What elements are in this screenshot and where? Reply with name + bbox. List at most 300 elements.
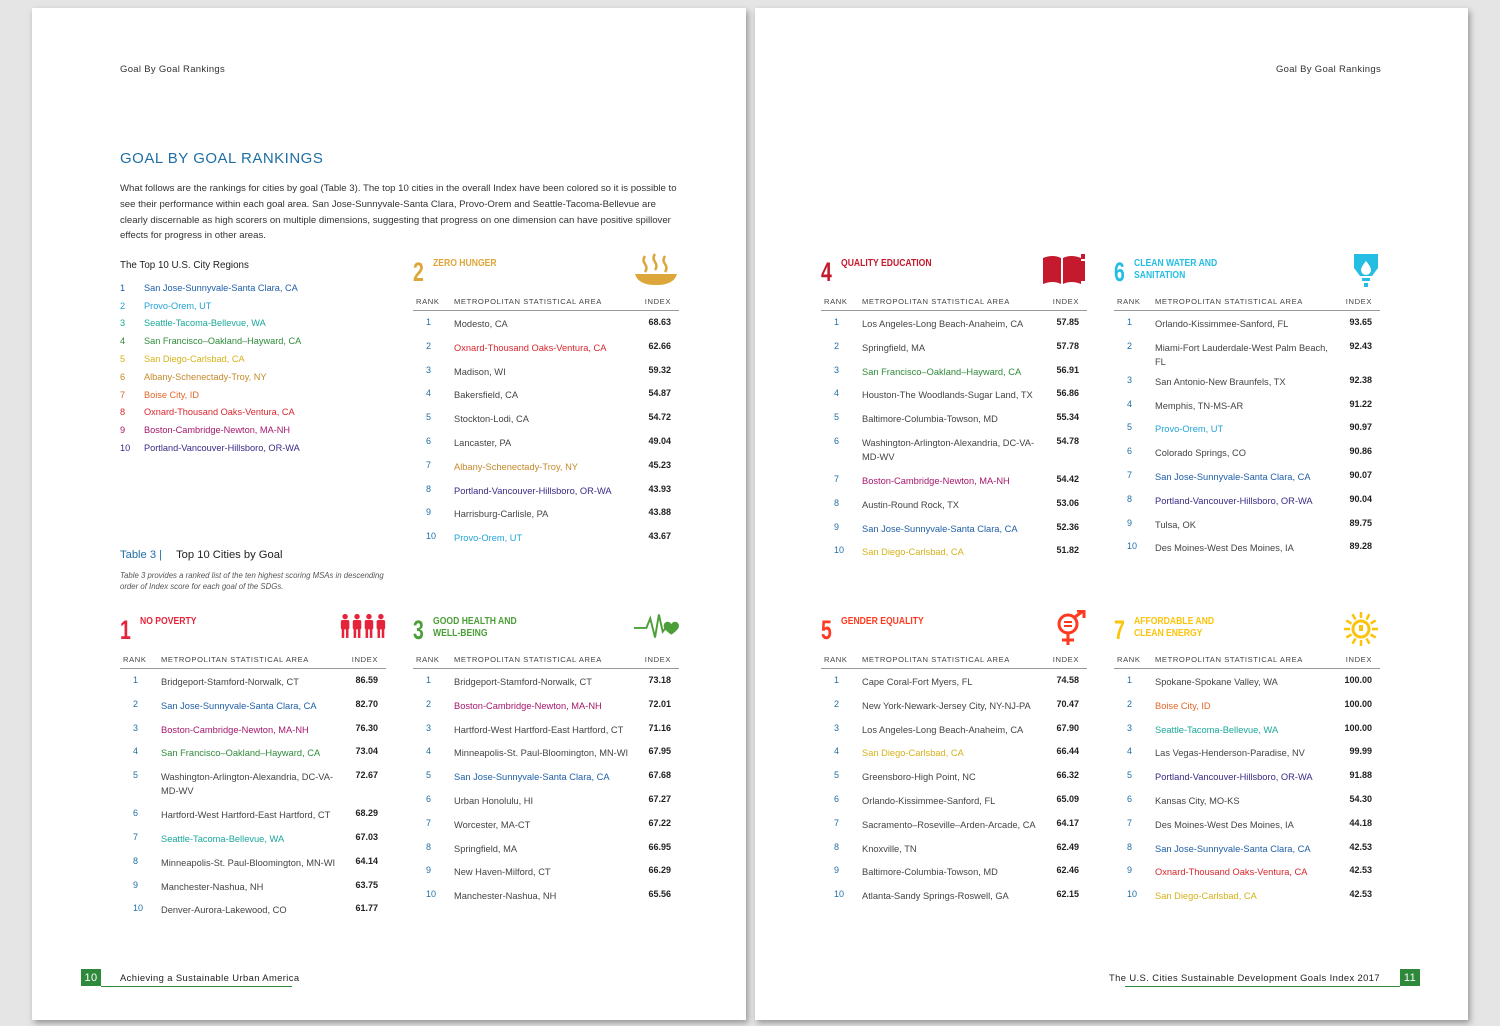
index-cell: 67.27 [648, 793, 671, 804]
rank-cell: 6 [133, 808, 139, 819]
rank-cell: 6 [1127, 793, 1133, 804]
table-row [413, 359, 679, 383]
index-cell: 91.22 [1349, 398, 1372, 409]
col-rank-header: RANK [824, 296, 848, 306]
area-cell: Seattle-Tacoma-Bellevue, WA [1155, 724, 1279, 735]
rank-cell: 6 [834, 435, 840, 446]
footer-rule-left [101, 986, 292, 987]
rank-cell: 5 [834, 770, 840, 781]
index-cell: 66.32 [1056, 770, 1079, 781]
rank-cell: 1 [426, 317, 432, 327]
top10-rank: 9 [120, 425, 126, 436]
rank-cell: 10 [426, 531, 437, 542]
rank-cell: 9 [426, 865, 432, 876]
top10-name: Provo-Orem, UT [144, 300, 212, 311]
index-cell: 90.04 [1349, 493, 1372, 504]
rank-cell: 6 [834, 793, 840, 804]
table-row [120, 802, 386, 826]
top10-item [120, 368, 380, 386]
area-cell: Knoxville, TN [862, 843, 917, 854]
rank-cell: 10 [834, 889, 845, 900]
table-row [821, 859, 1087, 883]
area-cell: Boise City, ID [1155, 700, 1211, 711]
goal-1-table [120, 610, 386, 921]
goal-header [413, 610, 679, 652]
goal-header [1114, 252, 1380, 294]
table-row [821, 468, 1087, 492]
rank-cell: 10 [1127, 889, 1138, 900]
rank-cell: 8 [1127, 493, 1133, 504]
right-page [755, 8, 1468, 1020]
area-cell: San Diego-Carlsbad, CA [862, 748, 964, 759]
col-index-header: INDEX [1052, 296, 1079, 306]
area-cell: Orlando-Kissimmee-Sanford, FL [1155, 319, 1289, 329]
area-cell: Baltimore-Columbia-Towson, MD [862, 414, 998, 425]
table-row [1114, 717, 1380, 741]
goal-7-table [1114, 610, 1380, 907]
rank-cell: 2 [426, 698, 432, 709]
table-row [1114, 535, 1380, 559]
rank-cell: 4 [1127, 746, 1133, 757]
area-cell: Boston-Cambridge-Newton, MA-NH [862, 475, 1010, 486]
col-rank-header: RANK [824, 654, 848, 664]
area-cell: Tulsa, OK [1155, 519, 1196, 530]
area-cell: Memphis, TN-MS-AR [1155, 400, 1244, 411]
index-cell: 42.53 [1349, 865, 1372, 876]
table-row [413, 859, 679, 883]
rank-cell: 9 [1127, 865, 1133, 876]
area-cell: Boston-Cambridge-Newton, MA-NH [454, 700, 602, 711]
rank-cell: 4 [1127, 398, 1133, 409]
area-cell: Springfield, MA [862, 342, 926, 353]
table-row [821, 836, 1087, 860]
rank-cell: 7 [426, 817, 432, 828]
rank-cell: 4 [834, 746, 840, 757]
index-cell: 59.32 [648, 364, 671, 375]
rank-cell: 1 [133, 675, 139, 685]
top10-title: The Top 10 U.S. City Regions [120, 260, 249, 271]
index-cell: 100.00 [1344, 675, 1372, 685]
area-cell: Lancaster, PA [454, 437, 512, 448]
index-cell: 51.82 [1056, 545, 1079, 556]
index-cell: 54.30 [1349, 793, 1372, 804]
col-area-header: METROPOLITAN STATISTICAL AREA [161, 654, 309, 664]
index-cell: 89.75 [1349, 517, 1372, 528]
heartbeat-icon [633, 610, 679, 648]
area-cell: Manchester-Nashua, NH [454, 891, 557, 902]
top10-item [120, 439, 380, 457]
col-rank-header: RANK [123, 654, 147, 664]
rank-cell: 9 [1127, 517, 1133, 528]
top10-item [120, 350, 380, 368]
top10-name: San Diego-Carlsbad, CA [144, 354, 245, 365]
area-cell: San Jose-Sunnyvale-Santa Clara, CA [161, 700, 317, 711]
rank-cell: 8 [426, 841, 432, 852]
table-row [413, 454, 679, 478]
index-cell: 100.00 [1344, 722, 1372, 733]
column-header-row [413, 294, 679, 311]
rank-cell: 10 [1127, 541, 1138, 552]
table-note: Table 3 provides a ranked list of the ten highest scoring MSAs in descending order of Index score for each goal of the SDGs. [120, 571, 384, 591]
area-cell: Manchester-Nashua, NH [161, 881, 264, 892]
goal-header [821, 610, 1087, 652]
rank-cell: 1 [834, 675, 840, 685]
rank-cell: 3 [834, 722, 840, 733]
index-cell: 76.30 [355, 722, 378, 733]
top10-item [120, 297, 380, 315]
table-row [413, 788, 679, 812]
area-cell: Des Moines-West Des Moines, IA [1155, 543, 1294, 554]
table-row [1114, 512, 1380, 536]
index-cell: 43.67 [648, 531, 671, 542]
area-cell: Denver-Aurora-Lakewood, CO [161, 905, 287, 916]
area-cell: Baltimore-Columbia-Towson, MD [862, 867, 998, 878]
top10-item [120, 332, 380, 350]
index-cell: 42.53 [1349, 841, 1372, 852]
index-cell: 56.91 [1056, 364, 1079, 375]
book-icon [1041, 252, 1087, 290]
col-area-header: METROPOLITAN STATISTICAL AREA [454, 296, 602, 306]
table-row [413, 717, 679, 741]
rank-cell: 7 [834, 473, 840, 484]
index-cell: 49.04 [648, 435, 671, 446]
table-row [821, 382, 1087, 406]
rank-cell: 6 [426, 793, 432, 804]
top10-item [120, 315, 380, 333]
area-cell: Miami-Fort Lauderdale-West Palm Beach, FL [1155, 342, 1328, 367]
top10-rank: 2 [120, 300, 126, 311]
top10-name: Boston-Cambridge-Newton, MA-NH [144, 425, 291, 436]
rank-cell: 5 [1127, 422, 1133, 433]
col-area-header: METROPOLITAN STATISTICAL AREA [862, 296, 1010, 306]
table-row [413, 311, 679, 335]
rank-cell: 6 [426, 435, 432, 446]
top10-name: Albany-Schenectady-Troy, NY [144, 371, 267, 382]
table-row [413, 669, 679, 693]
rank-cell: 7 [1127, 817, 1133, 828]
goal-header [413, 252, 679, 294]
col-area-header: METROPOLITAN STATISTICAL AREA [1155, 296, 1303, 306]
area-cell: Las Vegas-Henderson-Paradise, NV [1155, 748, 1305, 759]
table-row [821, 430, 1087, 468]
index-cell: 57.85 [1056, 317, 1079, 327]
area-cell: Colorado Springs, CO [1155, 448, 1246, 459]
index-cell: 66.29 [648, 865, 671, 876]
table-row [413, 812, 679, 836]
area-cell: New York-Newark-Jersey City, NY-NJ-PA [862, 700, 1031, 711]
area-cell: San Diego-Carlsbad, CA [862, 547, 964, 558]
goal-6-table [1114, 252, 1380, 559]
table-row [1114, 836, 1380, 860]
rank-cell: 4 [426, 746, 432, 757]
top10-item [120, 404, 380, 422]
rank-cell: 7 [834, 817, 840, 828]
rank-cell: 8 [834, 497, 840, 508]
table-row [821, 717, 1087, 741]
area-cell: Washington-Arlington-Alexandria, DC-VA-MD-WV [161, 772, 334, 797]
table-title: Top 10 Cities by Goal [176, 549, 283, 561]
rank-cell: 1 [1127, 675, 1133, 685]
table-row [821, 740, 1087, 764]
index-cell: 90.86 [1349, 446, 1372, 457]
rank-cell: 8 [834, 841, 840, 852]
water-icon [1334, 252, 1380, 290]
index-cell: 65.56 [648, 889, 671, 900]
area-cell: Albany-Schenectady-Troy, NY [454, 461, 579, 472]
index-cell: 73.18 [648, 675, 671, 685]
area-cell: Portland-Vancouver-Hillsboro, OR-WA [1155, 495, 1313, 506]
table-row [821, 492, 1087, 516]
index-cell: 54.72 [648, 412, 671, 423]
area-cell: Minneapolis-St. Paul-Bloomington, MN-WI [161, 857, 336, 868]
rank-cell: 1 [834, 317, 840, 327]
sun-icon [1334, 610, 1380, 648]
rank-cell: 2 [1127, 340, 1133, 351]
index-cell: 65.09 [1056, 793, 1079, 804]
index-cell: 67.90 [1056, 722, 1079, 733]
rank-cell: 10 [133, 903, 144, 914]
index-cell: 67.22 [648, 817, 671, 828]
area-cell: Madison, WI [454, 366, 506, 377]
table-row [413, 836, 679, 860]
rank-cell: 4 [834, 388, 840, 399]
index-cell: 56.86 [1056, 388, 1079, 399]
area-cell: Greensboro-High Point, NC [862, 772, 976, 783]
col-index-header: INDEX [1345, 296, 1372, 306]
rank-cell: 1 [426, 675, 432, 685]
area-cell: San Jose-Sunnyvale-Santa Clara, CA [1155, 843, 1311, 854]
index-cell: 54.78 [1056, 435, 1079, 446]
index-cell: 64.14 [355, 855, 378, 866]
table-row [413, 335, 679, 359]
table-row [1114, 764, 1380, 788]
area-cell: Cape Coral-Fort Myers, FL [862, 677, 973, 687]
area-cell: Washington-Arlington-Alexandria, DC-VA-MD-WV [862, 437, 1035, 462]
table-row [120, 874, 386, 898]
area-cell: Provo-Orem, UT [1155, 424, 1224, 435]
top10-rank: 8 [120, 407, 126, 418]
area-cell: Bakersfield, CA [454, 390, 519, 401]
table-row [1114, 812, 1380, 836]
rank-cell: 8 [1127, 841, 1133, 852]
col-rank-header: RANK [416, 296, 440, 306]
top10-rank: 4 [120, 336, 126, 347]
goal-header [120, 610, 386, 652]
rank-cell: 7 [133, 831, 139, 842]
rank-cell: 7 [426, 459, 432, 470]
table-row [1114, 883, 1380, 907]
index-cell: 43.93 [648, 483, 671, 494]
index-cell: 55.34 [1056, 412, 1079, 423]
col-rank-header: RANK [1117, 296, 1141, 306]
index-cell: 89.28 [1349, 541, 1372, 552]
area-cell: San Francisco–Oakland–Hayward, CA [862, 366, 1022, 377]
rank-cell: 10 [834, 545, 845, 556]
index-cell: 93.65 [1349, 317, 1372, 327]
area-cell: Modesto, CA [454, 319, 508, 329]
top10-rank: 5 [120, 354, 126, 365]
top10-name: Seattle-Tacoma-Bellevue, WA [144, 318, 266, 329]
footer-title-right: The U.S. Cities Sustainable Development Goals Index 2017 [1109, 972, 1380, 983]
area-cell: Hartford-West Hartford-East Hartford, CT [161, 810, 331, 821]
area-cell: Spokane-Spokane Valley, WA [1155, 677, 1278, 687]
area-cell: Austin-Round Rock, TX [862, 499, 959, 510]
index-cell: 72.67 [355, 770, 378, 781]
index-cell: 67.03 [355, 831, 378, 842]
column-header-row [821, 652, 1087, 669]
page-heading: GOAL BY GOAL RANKINGS [120, 150, 324, 167]
table-row [413, 883, 679, 907]
table-row [821, 516, 1087, 540]
col-index-header: INDEX [644, 296, 671, 306]
table-row [821, 693, 1087, 717]
rank-cell: 2 [834, 698, 840, 709]
rank-cell: 3 [426, 722, 432, 733]
goal-number: 5 [821, 615, 832, 645]
index-cell: 44.18 [1349, 817, 1372, 828]
goal-number: 2 [413, 257, 424, 287]
top10-item [120, 279, 380, 297]
rank-cell: 9 [834, 521, 840, 532]
goal-number: 3 [413, 615, 424, 645]
footer-left [81, 969, 299, 986]
area-cell: Portland-Vancouver-Hillsboro, OR-WA [1155, 772, 1313, 783]
index-cell: 42.53 [1349, 889, 1372, 900]
area-cell: Oxnard-Thousand Oaks-Ventura, CA [1155, 867, 1308, 878]
page-number-right: 11 [1400, 969, 1420, 986]
col-index-header: INDEX [644, 654, 671, 664]
footer-rule-right [1125, 986, 1400, 987]
goal-3-table [413, 610, 679, 907]
index-cell: 100.00 [1344, 698, 1372, 709]
table-row [120, 764, 386, 802]
column-header-row [1114, 294, 1380, 311]
people-icon [340, 610, 386, 648]
rank-cell: 4 [426, 388, 432, 399]
top10-rank: 1 [120, 282, 126, 293]
goal-number: 7 [1114, 615, 1125, 645]
index-cell: 54.42 [1056, 473, 1079, 484]
area-cell: San Diego-Carlsbad, CA [1155, 891, 1257, 902]
goal-title: QUALITY EDUCATION [841, 257, 932, 269]
table-row [413, 525, 679, 549]
table-row [413, 501, 679, 525]
index-cell: 62.46 [1056, 865, 1079, 876]
rank-cell: 2 [426, 340, 432, 351]
rank-cell: 10 [426, 889, 437, 900]
area-cell: San Jose-Sunnyvale-Santa Clara, CA [862, 523, 1018, 534]
area-cell: Los Angeles-Long Beach-Anaheim, CA [862, 724, 1024, 735]
rank-cell: 6 [1127, 446, 1133, 457]
index-cell: 68.63 [648, 317, 671, 327]
area-cell: Bridgeport-Stamford-Norwalk, CT [454, 677, 592, 687]
area-cell: Stockton-Lodi, CA [454, 414, 529, 425]
left-page [32, 8, 746, 1020]
index-cell: 82.70 [355, 698, 378, 709]
rank-cell: 3 [133, 722, 139, 733]
index-cell: 92.43 [1349, 340, 1372, 351]
gender-icon [1041, 610, 1087, 648]
area-cell: Urban Honolulu, HI [454, 795, 534, 806]
index-cell: 62.66 [648, 340, 671, 351]
area-cell: Provo-Orem, UT [454, 533, 523, 544]
area-cell: Portland-Vancouver-Hillsboro, OR-WA [454, 485, 612, 496]
top10-list [120, 279, 380, 457]
area-cell: San Francisco–Oakland–Hayward, CA [161, 748, 321, 759]
rank-cell: 5 [426, 770, 432, 781]
rank-cell: 5 [133, 770, 139, 781]
table-row [1114, 788, 1380, 812]
rank-cell: 9 [426, 507, 432, 518]
index-cell: 53.06 [1056, 497, 1079, 508]
column-header-row [120, 652, 386, 669]
table-row [1114, 393, 1380, 417]
table-row [1114, 488, 1380, 512]
table-row [120, 850, 386, 874]
goal-number: 1 [120, 615, 131, 645]
table-row [1114, 440, 1380, 464]
rank-cell: 3 [1127, 374, 1133, 385]
column-header-row [821, 294, 1087, 311]
index-cell: 68.29 [355, 808, 378, 819]
top10-rank: 10 [120, 443, 131, 454]
table-row [1114, 669, 1380, 693]
area-cell: Boston-Cambridge-Newton, MA-NH [161, 724, 309, 735]
area-cell: Des Moines-West Des Moines, IA [1155, 819, 1294, 830]
table-row [821, 335, 1087, 359]
table-row [120, 897, 386, 921]
index-cell: 91.88 [1349, 770, 1372, 781]
top10-name: Boise City, ID [144, 389, 199, 400]
goal-number: 6 [1114, 257, 1125, 287]
column-header-row [413, 652, 679, 669]
top10-name: Portland-Vancouver-Hillsboro, OR-WA [144, 443, 300, 454]
rank-cell: 9 [834, 865, 840, 876]
table-number: Table 3 | [120, 549, 163, 561]
index-cell: 71.16 [648, 722, 671, 733]
table-row [413, 430, 679, 454]
table-row [1114, 464, 1380, 488]
top10-rank: 3 [120, 318, 126, 329]
table-row [413, 693, 679, 717]
goal-header [1114, 610, 1380, 652]
col-rank-header: RANK [416, 654, 440, 664]
area-cell: Orlando-Kissimmee-Sanford, FL [862, 795, 996, 806]
intro-paragraph: What follows are the rankings for cities by goal (Table 3). The top 10 cities in the overall Index have been colored so it is possible to see their performance within each goal area. San Jose-Sunnyvale-Santa Clara, Provo-Orem and Seattle-Tacoma-Bellevue are clearly discernable as high scorers on multiple dimensions, suggesting that progress on one dimension can have positive spillover effects for progress in other areas. [120, 183, 677, 242]
table-row [1114, 369, 1380, 393]
rank-cell: 3 [1127, 722, 1133, 733]
column-header-row [1114, 652, 1380, 669]
rank-cell: 1 [1127, 317, 1133, 327]
goal-title: GENDER EQUALITY [841, 615, 924, 627]
table-row [821, 406, 1087, 430]
index-cell: 63.75 [355, 879, 378, 890]
rank-cell: 2 [1127, 698, 1133, 709]
top10-rank: 7 [120, 389, 126, 400]
area-cell: San Jose-Sunnyvale-Santa Clara, CA [1155, 471, 1311, 482]
col-area-header: METROPOLITAN STATISTICAL AREA [454, 654, 602, 664]
index-cell: 70.47 [1056, 698, 1079, 709]
rank-cell: 5 [1127, 770, 1133, 781]
area-cell: Atlanta-Sandy Springs-Roswell, GA [862, 891, 1009, 902]
index-cell: 92.38 [1349, 374, 1372, 385]
table-row [120, 740, 386, 764]
index-cell: 66.44 [1056, 746, 1079, 757]
area-cell: San Jose-Sunnyvale-Santa Clara, CA [454, 772, 610, 783]
table-row [1114, 740, 1380, 764]
area-cell: Bridgeport-Stamford-Norwalk, CT [161, 677, 299, 687]
index-cell: 57.78 [1056, 340, 1079, 351]
